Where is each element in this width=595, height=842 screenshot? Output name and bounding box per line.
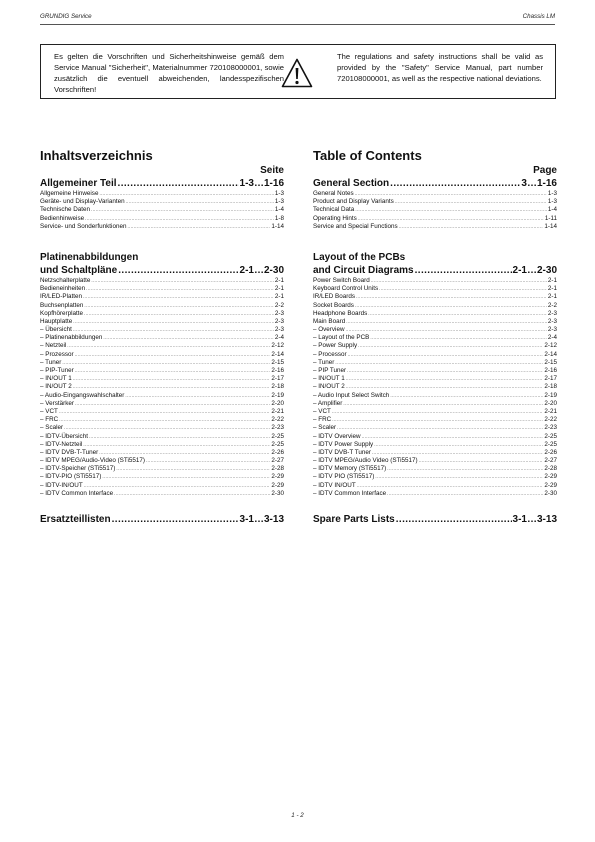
dot-leader <box>332 408 544 416</box>
dot-leader <box>335 359 543 367</box>
toc-entry-page: 2-1 <box>547 276 557 284</box>
toc-entry[interactable] <box>40 223 284 231</box>
toc-entry-title: – IN/OUT 1 <box>40 375 72 383</box>
dot-leader <box>73 326 274 334</box>
toc-entry[interactable] <box>40 392 284 400</box>
toc-entry-title: Bedienhinweise <box>40 214 85 222</box>
layout-entries-de <box>40 277 284 498</box>
toc-entry-page: 2-2 <box>274 301 284 309</box>
section-pages: 2-1…2-30 <box>512 264 557 276</box>
toc-entry-title: Buchsenplatten <box>40 301 84 309</box>
dot-leader <box>116 465 270 473</box>
toc-entry[interactable] <box>40 190 284 198</box>
toc-entry-title: – IDTV DVB-T Tuner <box>313 448 371 456</box>
toc-entry[interactable] <box>313 367 557 375</box>
toc-entry-title: Keyboard Control Units <box>313 285 379 293</box>
toc-entry-title: – VCT <box>40 407 58 415</box>
section-pages: 3-1…3-13 <box>239 514 284 525</box>
section-general-en[interactable] <box>313 177 557 190</box>
toc-entry-title: – Netzteil <box>40 342 67 350</box>
section-general-de[interactable] <box>40 177 284 190</box>
toc-entry-page: 2-15 <box>544 358 557 366</box>
dot-leader <box>118 264 238 277</box>
toc-entry[interactable] <box>313 449 557 457</box>
dot-leader <box>64 424 270 432</box>
dot-leader <box>62 359 270 367</box>
toc-entry[interactable] <box>313 310 557 318</box>
dot-leader <box>127 223 270 231</box>
toc-entry-page: 2-3 <box>274 309 284 317</box>
toc-entry-title: Product and Display Variants <box>313 198 394 206</box>
toc-entry[interactable] <box>313 433 557 441</box>
toc-entry-page: 2-3 <box>547 317 557 325</box>
dot-leader <box>75 400 270 408</box>
dot-leader <box>374 441 543 449</box>
toc-entry-page: 1-8 <box>274 214 284 222</box>
section-layout-en[interactable] <box>313 264 557 277</box>
dot-leader <box>126 198 274 206</box>
dot-leader <box>419 457 544 465</box>
toc-entry-title: – IDTV Power Supply <box>313 440 374 448</box>
dot-leader <box>75 351 271 359</box>
toc-entry-title: – Power Supply <box>313 342 358 350</box>
safety-notice-english: The regulations and safety instructions shall be valid as provided by the "Safety" Service Manual, part number 720108000001, as well as the respective national deviations. <box>337 52 543 84</box>
toc-entry-title: Socket Boards <box>313 301 354 309</box>
toc-entry-title: – IDTV MPEG/Audio Video (STi5517) <box>313 457 418 465</box>
toc-entry-page: 2-30 <box>544 489 557 497</box>
toc-entry-page: 2-15 <box>271 358 284 366</box>
toc-entry-page: 1-14 <box>271 222 284 230</box>
toc-entry-page: 2-29 <box>544 481 557 489</box>
toc-entry-title: Netzschalterplatte <box>40 276 91 284</box>
section-pages: 2-1…2-30 <box>239 264 284 276</box>
toc-entry[interactable] <box>40 473 284 481</box>
toc-entry-title: – Platinenabbildungen <box>40 334 103 342</box>
toc-entry-title: – IDTV Overview <box>313 432 361 440</box>
dot-leader <box>358 342 543 350</box>
toc-entry-title: – Processor <box>313 350 347 358</box>
section-layout-heading1-en: Layout of the PCBs <box>313 251 406 263</box>
toc-entry-title: – PIP Tuner <box>313 367 347 374</box>
toc-entry-page: 2-12 <box>271 342 284 350</box>
toc-entry-title: – IDTV Memory (STi5517) <box>313 465 387 473</box>
toc-entry-page: 2-30 <box>271 489 284 497</box>
toc-entry[interactable] <box>40 326 284 334</box>
section-pages: 3…1-16 <box>521 178 557 189</box>
dot-leader <box>73 383 271 391</box>
toc-entry-title: – IN/OUT 2 <box>313 383 345 391</box>
dot-leader <box>370 334 547 342</box>
dot-leader <box>84 482 271 490</box>
toc-entry-page: 2-1 <box>274 285 284 293</box>
dot-leader <box>84 310 274 318</box>
toc-entry-page: 2-23 <box>271 424 284 432</box>
section-heading: und Schaltpläne <box>40 264 118 276</box>
dot-leader <box>59 416 270 424</box>
section-heading: Spare Parts Lists <box>313 514 395 525</box>
toc-entry-page: 2-26 <box>271 448 284 456</box>
toc-entry[interactable] <box>40 449 284 457</box>
dot-leader <box>75 367 271 375</box>
toc-entry[interactable] <box>40 367 284 375</box>
toc-entry-page: 2-25 <box>544 440 557 448</box>
toc-entry[interactable] <box>40 375 284 383</box>
toc-entry-title: – IDTV-Netzteil <box>40 440 83 448</box>
toc-entry-title: Power Switch Board <box>313 276 370 284</box>
dot-leader <box>86 285 274 293</box>
toc-entry-title: – VCT <box>313 407 331 415</box>
toc-entry[interactable] <box>40 215 284 223</box>
toc-entry[interactable] <box>313 277 557 285</box>
toc-entry[interactable] <box>40 490 284 498</box>
dot-leader <box>390 177 520 190</box>
toc-entry-page: 2-1 <box>274 276 284 284</box>
dot-leader <box>362 433 544 441</box>
dot-leader <box>346 383 544 391</box>
dot-leader <box>114 490 270 498</box>
toc-entry-title: – Audio-Eingangswahlschalter <box>40 391 125 399</box>
page-column-label-de: Seite <box>260 165 284 176</box>
toc-entry-page: 2-21 <box>271 407 284 415</box>
toc-entry-page: 1-4 <box>274 206 284 214</box>
toc-entry-title: – FRC <box>313 416 332 424</box>
toc-entry[interactable] <box>313 408 557 416</box>
toc-entry-title: – IDTV IN/OUT <box>313 481 356 489</box>
toc-entry[interactable] <box>40 457 284 465</box>
toc-entry[interactable] <box>40 359 284 367</box>
toc-entry-page: 2-29 <box>271 481 284 489</box>
toc-entry-title: Kopfhörerplatte <box>40 309 84 317</box>
toc-entry-page: 2-20 <box>271 399 284 407</box>
toc-entry-page: 2-26 <box>544 448 557 456</box>
page-column-label-en: Page <box>533 165 557 176</box>
toc-entry-title: – Tuner <box>40 358 62 366</box>
toc-entry-page: 2-25 <box>271 432 284 440</box>
toc-entry-page: 2-3 <box>274 326 284 334</box>
dot-leader <box>415 264 512 277</box>
dot-leader <box>89 433 270 441</box>
toc-entry[interactable] <box>40 310 284 318</box>
toc-entry-title: – Scaler <box>40 424 64 432</box>
toc-entry-title: – IDTV-Speicher (STi5517) <box>40 465 116 473</box>
toc-entry-page: 1-3 <box>274 198 284 206</box>
toc-entry-title: – Overview <box>313 326 345 334</box>
dot-leader <box>387 465 543 473</box>
section-pages: 1-3…1-16 <box>239 178 284 189</box>
toc-entry-title: – FRC <box>40 416 59 424</box>
toc-entry-title: – Audio Input Select Switch <box>313 391 390 399</box>
toc-entry[interactable] <box>313 342 557 350</box>
section-heading: Allgemeiner Teil <box>40 178 117 189</box>
section-spare-de[interactable] <box>40 513 284 526</box>
toc-entry[interactable] <box>313 334 557 342</box>
toc-entry[interactable] <box>40 441 284 449</box>
dot-leader <box>387 490 543 498</box>
toc-entry-title: – IN/OUT 1 <box>313 375 345 383</box>
toc-entry-title: – IDTV MPEG/Audio-Video (STi5517) <box>40 457 145 465</box>
dot-leader <box>375 473 543 481</box>
general-entries-de <box>40 190 284 231</box>
toc-entry-title: – IDTV-Übersicht <box>40 432 88 440</box>
toc-entry[interactable] <box>40 408 284 416</box>
section-heading: and Circuit Diagrams <box>313 264 414 276</box>
dot-leader <box>146 457 270 465</box>
toc-entry-title: – PIP-Tuner <box>40 367 74 374</box>
toc-entry[interactable] <box>313 359 557 367</box>
toc-entry[interactable] <box>313 383 557 391</box>
toc-entry[interactable] <box>313 441 557 449</box>
dot-leader <box>83 441 270 449</box>
dot-leader <box>390 392 543 400</box>
toc-entry-page: 2-1 <box>547 293 557 301</box>
dot-leader <box>356 293 547 301</box>
toc-entry-page: 2-28 <box>271 465 284 473</box>
toc-entry-title: – IDTV PIO (STi5517) <box>313 473 375 481</box>
toc-entry-page: 1-3 <box>547 190 557 197</box>
toc-entry[interactable] <box>313 293 557 301</box>
toc-title-de: Inhaltsverzeichnis <box>40 148 153 163</box>
toc-entry-title: General Notes <box>313 190 354 197</box>
toc-entry-page: 2-3 <box>547 326 557 334</box>
section-layout-heading1-de: Platinenabbildungen <box>40 251 139 263</box>
dot-leader <box>355 302 547 310</box>
dot-leader <box>91 277 273 285</box>
warning-triangle-icon <box>281 58 313 88</box>
toc-title-en: Table of Contents <box>313 148 422 163</box>
section-spare-en[interactable] <box>313 513 557 526</box>
toc-entry[interactable] <box>313 375 557 383</box>
toc-entry[interactable] <box>40 334 284 342</box>
dot-leader <box>59 408 271 416</box>
dot-leader <box>67 342 270 350</box>
toc-entry-title: Service and Special Functions <box>313 222 398 230</box>
toc-entry-page: 1-11 <box>544 214 557 222</box>
toc-entry-page: 2-25 <box>544 432 557 440</box>
toc-entry-title: Technical Data <box>313 206 355 214</box>
dot-leader <box>99 449 270 457</box>
dot-leader <box>358 215 544 223</box>
toc-entry-title: Geräte- und Display-Varianten <box>40 198 125 206</box>
toc-entry-title: Service- und Sonderfunktionen <box>40 222 127 230</box>
dot-leader <box>99 190 273 198</box>
toc-entry-title: Main Board <box>313 317 346 325</box>
dot-leader <box>357 482 544 490</box>
toc-entry-title: IR/LED-Platten <box>40 293 82 301</box>
toc-entry-page: 2-1 <box>547 285 557 293</box>
toc-entry-page: 2-22 <box>544 416 557 424</box>
toc-entry-page: 2-29 <box>271 473 284 481</box>
dot-leader <box>396 513 512 526</box>
page-number: 1 - 2 <box>291 812 304 819</box>
toc-entry-page: 2-27 <box>544 457 557 465</box>
dot-leader <box>347 367 543 375</box>
dot-leader <box>372 449 543 457</box>
dot-leader <box>73 375 271 383</box>
toc-entry-title: – Scaler <box>313 424 337 432</box>
toc-entry-title: IR/LED Boards <box>313 293 355 301</box>
dot-leader <box>112 513 239 526</box>
toc-entry-title: – IDTV Common Interface <box>40 489 114 497</box>
toc-entry-page: 2-27 <box>271 457 284 465</box>
toc-entry[interactable] <box>40 318 284 326</box>
toc-entry-title: Allgemeine Hinweise <box>40 190 99 197</box>
dot-leader <box>368 310 547 318</box>
toc-entry[interactable] <box>313 285 557 293</box>
dot-leader <box>91 206 274 214</box>
toc-entry[interactable] <box>313 190 557 198</box>
toc-entry-page: 2-18 <box>271 383 284 391</box>
toc-entry-title: – Tuner <box>313 358 335 366</box>
toc-entry[interactable] <box>40 302 284 310</box>
section-layout-de[interactable] <box>40 264 284 277</box>
toc-entry[interactable] <box>313 473 557 481</box>
toc-entry[interactable] <box>40 433 284 441</box>
dot-leader <box>346 375 544 383</box>
toc-entry[interactable] <box>40 277 284 285</box>
toc-entry-page: 2-3 <box>274 317 284 325</box>
toc-entry-page: 2-16 <box>544 367 557 374</box>
toc-entry[interactable] <box>313 424 557 432</box>
toc-entry[interactable] <box>313 351 557 359</box>
dot-leader <box>355 206 547 214</box>
dot-leader <box>399 223 544 231</box>
toc-entry-page: 2-20 <box>544 399 557 407</box>
dot-leader <box>346 326 547 334</box>
toc-entry-title: Hauptplatte <box>40 317 73 325</box>
toc-entry-page: 2-21 <box>544 407 557 415</box>
toc-entry-title: – Prozessor <box>40 350 74 358</box>
toc-entry-title: – IDTV-IN/OUT <box>40 481 83 489</box>
toc-entry[interactable] <box>313 318 557 326</box>
dot-leader <box>84 302 273 310</box>
toc-entry[interactable] <box>313 215 557 223</box>
safety-notice-german: Es gelten die Vorschriften und Sicherheitshinweise gemäß dem Service Manual "Sicherheit", Materialnummer 720108000001, sowie zusätzlich die eventuell abweichenden, landesspezifischen Vorschriften! <box>54 52 284 95</box>
toc-entry[interactable] <box>40 351 284 359</box>
toc-german <box>40 148 284 526</box>
toc-entry-page: 1-4 <box>547 206 557 214</box>
toc-entry-page: 1-3 <box>547 198 557 206</box>
header-chassis: Chassis LM <box>522 13 555 20</box>
toc-entry[interactable] <box>40 416 284 424</box>
toc-entry-title: Operating Hints <box>313 214 357 222</box>
toc-entry[interactable] <box>313 400 557 408</box>
toc-entry[interactable] <box>313 457 557 465</box>
toc-entry-title: – IDTV Common Interface <box>313 489 387 497</box>
toc-entry[interactable] <box>40 198 284 206</box>
dot-leader <box>355 190 547 198</box>
toc-entry[interactable] <box>313 302 557 310</box>
section-pages: 3-1…3-13 <box>512 514 557 525</box>
toc-entry[interactable] <box>40 383 284 391</box>
toc-entry-page: 2-4 <box>274 334 284 342</box>
dot-leader <box>346 318 547 326</box>
toc-entry-page: 1-14 <box>544 222 557 230</box>
toc-entry-title: – IDTV DVB-T-Tuner <box>40 448 99 456</box>
toc-entry-page: 2-22 <box>271 416 284 424</box>
toc-entry[interactable] <box>313 482 557 490</box>
dot-leader <box>73 318 274 326</box>
toc-entry-title: – Amplifier <box>313 399 343 407</box>
dot-leader <box>348 351 544 359</box>
dot-leader <box>337 424 543 432</box>
toc-entry-page: 2-3 <box>547 309 557 317</box>
toc-entry-title: – IDTV-PIO (STi5517) <box>40 473 102 481</box>
toc-entry-page: 2-2 <box>547 301 557 309</box>
toc-entry[interactable] <box>313 326 557 334</box>
toc-entry-title: – Verstärker <box>40 399 74 407</box>
toc-entry[interactable] <box>313 223 557 231</box>
dot-leader <box>343 400 543 408</box>
dot-leader <box>332 416 543 424</box>
toc-entry[interactable] <box>40 465 284 473</box>
toc-entry-page: 2-23 <box>544 424 557 432</box>
toc-entry-title: Technische Daten <box>40 206 91 214</box>
toc-entry[interactable] <box>40 342 284 350</box>
section-heading: Ersatzteillisten <box>40 514 111 525</box>
general-entries-en <box>313 190 557 231</box>
header-brand: GRUNDIG Service <box>40 13 92 20</box>
dot-leader <box>85 215 274 223</box>
toc-entry-page: 2-19 <box>271 391 284 399</box>
toc-entry-title: Headphone Boards <box>313 309 368 317</box>
toc-entry-page: 1-3 <box>274 190 284 197</box>
toc-english <box>313 148 557 526</box>
toc-entry-page: 2-28 <box>544 465 557 473</box>
toc-entry[interactable] <box>313 392 557 400</box>
toc-entry-page: 2-12 <box>544 342 557 350</box>
dot-leader <box>395 198 547 206</box>
toc-entry-title: Bedieneinheiten <box>40 285 86 293</box>
toc-entry-page: 2-29 <box>544 473 557 481</box>
toc-entry-page: 2-14 <box>271 350 284 358</box>
toc-entry-page: 2-17 <box>544 375 557 383</box>
toc-entry[interactable] <box>313 465 557 473</box>
toc-entry-page: 2-18 <box>544 383 557 391</box>
header-rule <box>40 24 555 25</box>
toc-entry-title: – IN/OUT 2 <box>40 383 72 391</box>
toc-entry-page: 2-17 <box>271 375 284 383</box>
toc-entry[interactable] <box>40 482 284 490</box>
toc-entry[interactable] <box>40 293 284 301</box>
toc-entry[interactable] <box>313 206 557 214</box>
dot-leader <box>103 334 274 342</box>
toc-entry[interactable] <box>40 400 284 408</box>
toc-entry-title: – Layout of the PCB <box>313 334 370 342</box>
toc-entry-title: – Übersicht <box>40 326 72 334</box>
dot-leader <box>118 177 239 190</box>
toc-entry[interactable] <box>313 198 557 206</box>
toc-entry-page: 2-4 <box>547 334 557 342</box>
dot-leader <box>102 473 270 481</box>
layout-entries-en <box>313 277 557 498</box>
dot-leader <box>379 285 547 293</box>
toc-entry-page: 2-16 <box>271 367 284 374</box>
section-heading: General Section <box>313 178 390 189</box>
dot-leader <box>371 277 547 285</box>
toc-entry[interactable] <box>313 490 557 498</box>
toc-entry-page: 2-14 <box>544 350 557 358</box>
toc-entry[interactable] <box>313 416 557 424</box>
toc-entry[interactable] <box>40 424 284 432</box>
toc-entry[interactable] <box>40 206 284 214</box>
toc-entry-page: 2-19 <box>544 391 557 399</box>
toc-entry-page: 2-25 <box>271 440 284 448</box>
dot-leader <box>83 293 274 301</box>
toc-entry[interactable] <box>40 285 284 293</box>
dot-leader <box>125 392 270 400</box>
toc-entry-page: 2-1 <box>274 293 284 301</box>
